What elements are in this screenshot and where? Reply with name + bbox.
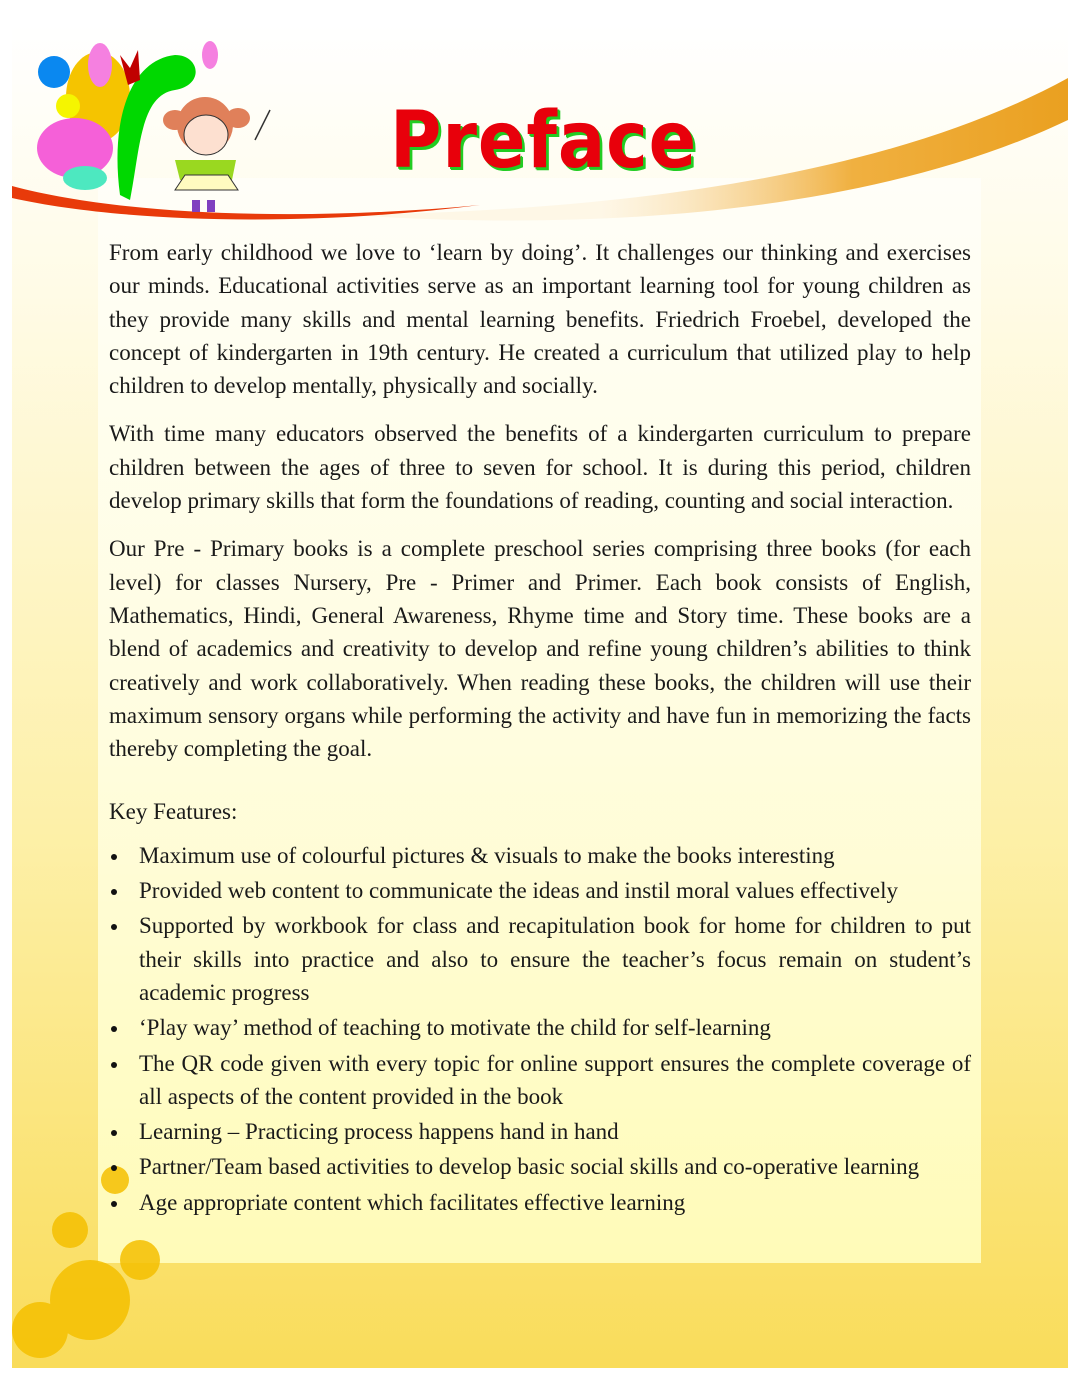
bullet-icon xyxy=(111,854,117,860)
list-item xyxy=(109,1115,971,1148)
list-item-text: Maximum use of colourful pictures & visuals to make the books interesting xyxy=(139,842,835,868)
key-features-heading: Key Features: xyxy=(109,799,238,825)
page-title: Preface xyxy=(390,96,698,186)
bullet-icon xyxy=(111,1165,117,1171)
list-item xyxy=(109,874,971,907)
list-item xyxy=(109,839,971,872)
list-item-text: Supported by workbook for class and recapitulation book for home for children to put their skills into practice and also to ensure the teacher’s focus remain on student’s academic progress xyxy=(139,913,971,1005)
list-item-text: Provided web content to communicate the ideas and instil moral values effectively xyxy=(139,878,898,904)
preface-body xyxy=(109,236,971,1221)
bullet-icon xyxy=(111,1026,117,1032)
list-item xyxy=(109,1047,971,1114)
girl-teacher-illustration-icon xyxy=(163,97,270,212)
bullet-icon xyxy=(111,924,117,930)
list-item-text: ‘Play way’ method of teaching to motivate the child for self-learning xyxy=(139,1015,771,1041)
list-item xyxy=(109,909,971,1009)
bullet-icon xyxy=(111,1201,117,1207)
bullet-icon xyxy=(111,889,117,895)
list-item xyxy=(109,1011,971,1044)
list-item-text: Partner/Team based activities to develop basic social skills and co-operative learning xyxy=(139,1154,920,1180)
key-features-list xyxy=(109,839,971,1219)
bullet-icon xyxy=(111,1062,117,1068)
paragraph: With time many educators observed the benefits of a kindergarten curriculum to prepare children between the ages of three to seven for school. It is during this period, children develop primary skills that form the foundations of reading, counting and social interaction. xyxy=(109,421,971,514)
list-item xyxy=(109,1186,971,1219)
paragraph: From early childhood we love to ‘learn by doing’. It challenges our thinking and exercises our minds. Educational activities serve as an important learning tool for young children as they provide many skills and mental learning benefits. Friedrich Froebel, developed the concept of kindergarten in 19th century. He created a curriculum that utilized play to help children to develop mentally, physically and socially. xyxy=(109,240,971,399)
bullet-icon xyxy=(111,1130,117,1136)
list-item-text: Learning – Practicing process happens hand in hand xyxy=(139,1119,619,1145)
list-item-text: The QR code given with every topic for online support ensures the complete coverage of all aspects of the content provided in the book xyxy=(139,1050,971,1109)
list-item-text: Age appropriate content which facilitates effective learning xyxy=(139,1189,686,1215)
list-item xyxy=(109,1150,971,1183)
paragraph: Our Pre - Primary books is a complete preschool series comprising three books (for each level) for classes Nursery, Pre - Primer and Primer. Each book consists of English, Mathematics, Hindi, General Awareness, Rhyme time and Story time. These books are a blend of academics and creativity to develop and refine young children’s abilities to think creatively and work collaboratively. When reading these books, the children will use their maximum sensory organs while performing the activity and have fun in memorizing the facts thereby completing the goal. xyxy=(109,536,971,762)
